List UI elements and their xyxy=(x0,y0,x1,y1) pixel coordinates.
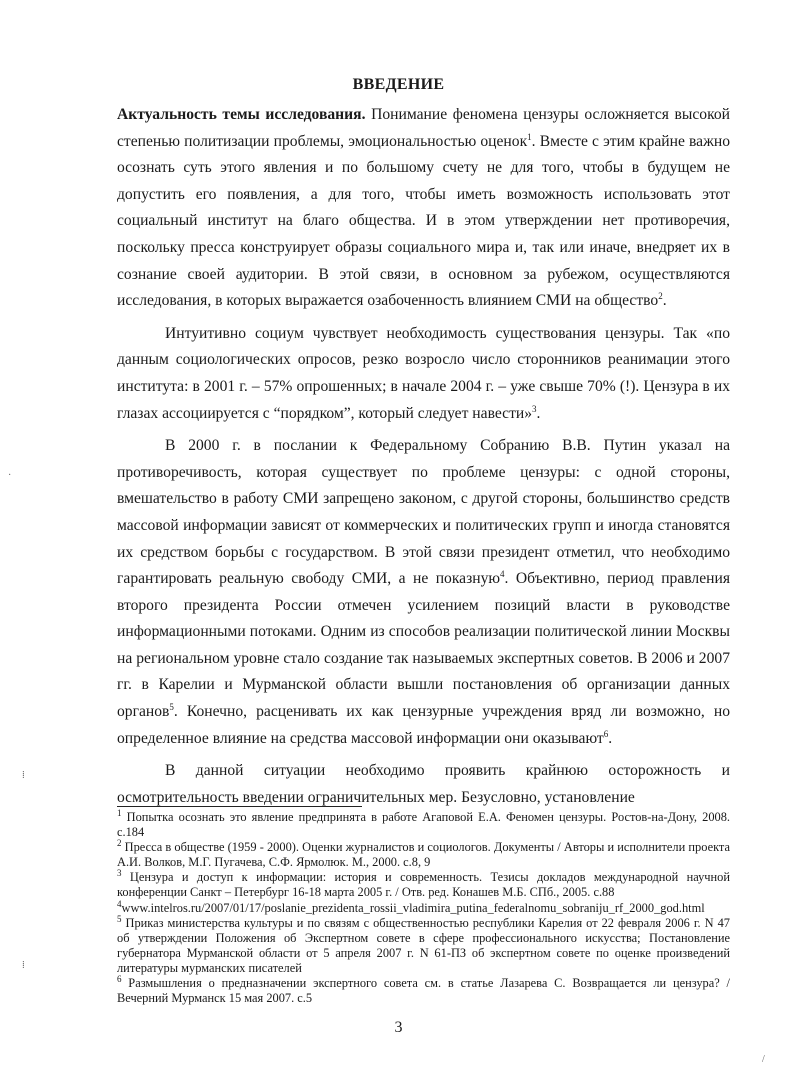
paragraph-lead: Актуальность темы исследования. xyxy=(117,106,366,123)
paragraph-2: Интуитивно социум чувствует необходимость существования цензуры. Так «по данным социологических опросов, резко возросло число сторонников реанимации этого института: в 2001 г. – 57% опрошенных; в начале 2004 г. – уже свыше 70% (!). Цензура в их глазах ассоциируется с “порядком”, который следует навести»$^3$. xyxy=(117,324,730,422)
footnote: $^2$ Пресса в обществе (1959 - 2000). Оценки журналистов и социологов. Документы / Авторы и исполнители проекта А.И. Волков, М.Г. Пугачева, С.Ф. Ярмолюк. М., 2000. с.8, 9 xyxy=(117,838,730,870)
footnote-ref: 1 xyxy=(527,131,532,142)
footnote-ref: 5 xyxy=(169,701,174,712)
footnote-ref: 3 xyxy=(532,403,537,414)
paragraph-4: В данной ситуации необходимо проявить крайнюю осторожность и осмотрительность введении ограничительных мер. Безусловно, установление xyxy=(117,762,730,806)
footnotes xyxy=(117,807,730,1006)
scan-mark: / xyxy=(762,1054,765,1065)
paragraph-1: Актуальность темы исследования. Понимание феномена цензуры осложняется высокой степенью политизации проблемы, эмоциональностью оценок$^1$. Вместе с этим крайне важно осознать суть этого явления и по большому счету не для того, чтобы в будущем не допустить его появления, а для того, чтобы иметь возможность использовать этот социальный институт на благо общества. И в этом утверждении нет противоречия, поскольку пресса конструирует образы социального мира и, так или иначе, внедряет их в сознание своей аудитории. В этой связи, в основном за рубежом, осуществляются исследования, в которых выражается озабоченность влиянием СМИ на общество$^2$. xyxy=(117,106,730,310)
scan-mark: · xyxy=(8,470,12,481)
footnote: $^6$ Размышления о предназначении экспертного совета см. в статье Лазарева С. Возвращается ли цензура? / Вечерний Мурманск 15 мая 2007. с.5 xyxy=(117,973,730,1006)
footnote: $^1$ Попытка осознать это явление предпринята в работе Агаповой Е.А. Феномен цензуры. Ростов-на-Дону, 2008. с.184 xyxy=(117,807,730,840)
footnote-divider xyxy=(117,806,362,807)
footnote-ref: 6 xyxy=(603,728,609,739)
body-text xyxy=(117,102,730,817)
footnote: $^4$www.intelros.ru/2007/01/17/poslanie_prezidenta_rossii_vladimira_putina_federalnomu_sobraniju_rf_2000_god.html xyxy=(117,898,705,915)
paragraph-3: В 2000 г. в послании к Федеральному Собранию В.В. Путин указал на противоречивость, которая существует по проблеме цензуры: с одной стороны, вмешательство в работу СМИ запрещено законом, с другой стороны, большинство средств массовой информации зависят от коммерческих и политических групп и иногда становятся их средством борьбы с государством. В этой связи президент отметил, что необходимо гарантировать реальную свободу СМИ, а не показную$^4$. Объективно, период правления второго президента России отмечен усилением позиций власти в руководстве информационными потоками. Одним из способов реализации политической линии Москвы на региональном уровне стало создание так называемых экспертных советов. В 2006 и 2007 гг. в Карелии и Мурманской области вышли постановления об организации данных органов$^5$. Конечно, расценивать их как цензурные учреждения вряд ли возможно, но определенное влияние на средства массовой информации они оказывают$^6$. xyxy=(117,437,730,747)
footnote: $^5$ Приказ министерства культуры и по связям с общественностью республики Карелия от 22 февраля 2006 г. N 47 об утверждении Положения об Экспертном совете в сфере профессионального искусства; Постановление губернатора Мурманской области от 5 апреля 2007 г. N 61-ПЗ об экспертном совете по оценке произведений литературы мурманских писателей xyxy=(117,913,730,975)
footnote-ref: 2 xyxy=(658,290,663,301)
footnote-ref: 4 xyxy=(500,568,505,579)
scan-mark: ⁞ xyxy=(22,960,25,971)
page-number: 3 xyxy=(394,1019,403,1036)
page-title: ВВЕДЕНИЕ xyxy=(352,76,445,93)
scan-mark: ⁞ xyxy=(22,770,25,781)
footnote: $^3$ Цензура и доступ к информации: история и современность. Тезисы докладов международной научной конференции Санкт – Петербург 16-18 марта 2005 г. / Отв. ред. Конашев М.Б. СПб., 2005. с.88 xyxy=(117,868,730,900)
